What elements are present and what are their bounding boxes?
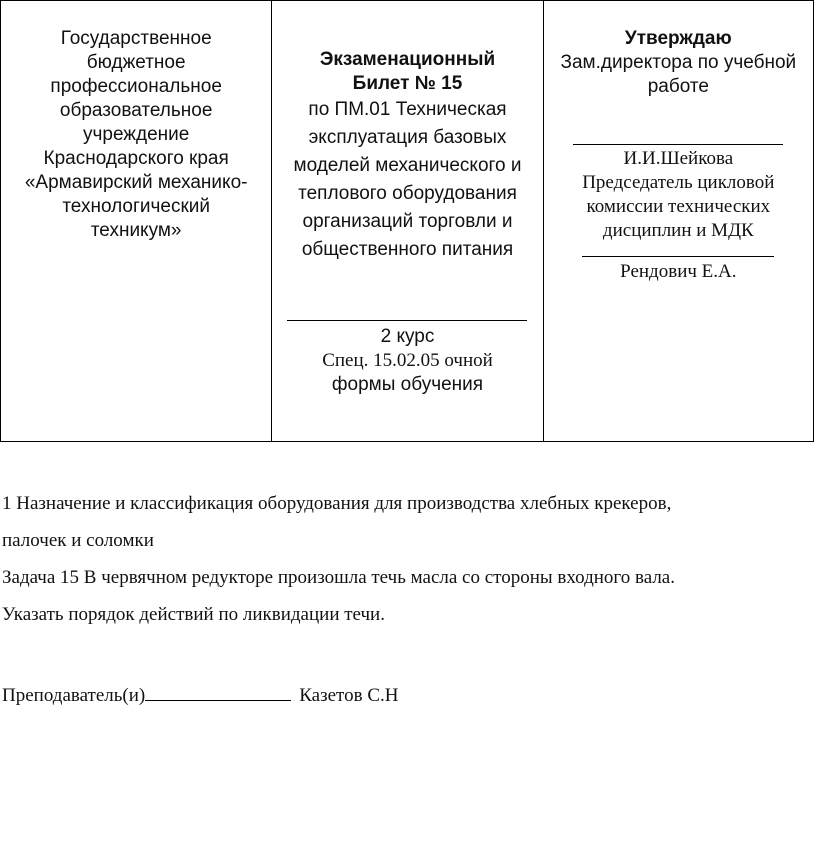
- approval-cell: [544, 1, 813, 441]
- ticket-number: Билет № 15: [352, 73, 463, 94]
- chair-title-line: комиссии технических: [586, 196, 771, 217]
- task-line: Указать порядок действий по ликвидации течи.: [2, 604, 385, 625]
- institution-line: «Армавирский механико-: [24, 172, 248, 193]
- chair-title-line: дисциплин и МДК: [602, 220, 754, 241]
- institution-line: образовательное: [59, 100, 213, 121]
- institution-cell: [1, 1, 272, 441]
- course-label: 2 курс: [380, 326, 435, 347]
- institution-line: технологический: [62, 196, 211, 217]
- teacher-name: Казетов С.Н: [299, 685, 399, 706]
- teacher-label: Преподаватель(и): [2, 685, 146, 706]
- approver-name: И.И.Шейкова: [623, 148, 734, 169]
- ticket-questions: [2, 490, 812, 638]
- subject-line: моделей механического и: [293, 155, 522, 176]
- approve-heading: Утверждаю: [624, 28, 732, 49]
- institution-line: бюджетное: [86, 52, 186, 73]
- chair-title-line: Председатель цикловой: [582, 172, 775, 193]
- question-line: 1 Назначение и классификация оборудования для производства хлебных крекеров,: [2, 493, 672, 514]
- teacher-signature-row: [2, 681, 398, 709]
- subject-line: по ПМ.01 Техническая: [308, 99, 507, 120]
- subject-line: организаций торговли и: [302, 211, 513, 232]
- approver-position: работе: [647, 76, 709, 97]
- subject-line: теплового оборудования: [298, 183, 517, 204]
- chair-name: Рендович Е.А.: [620, 261, 737, 282]
- question-line: палочек и соломки: [2, 530, 154, 551]
- subject-line: эксплуатация базовых: [308, 127, 507, 148]
- institution-line: учреждение: [82, 124, 190, 145]
- subject-line: общественного питания: [301, 239, 514, 260]
- institution-line: Краснодарского края: [43, 148, 229, 169]
- approver-position: Зам.директора по учебной: [560, 52, 797, 73]
- institution-line: техникум»: [90, 220, 182, 241]
- ticket-title-cell: [272, 1, 543, 441]
- speciality-line: формы обучения: [331, 374, 484, 395]
- ticket-subject: [272, 96, 542, 264]
- institution-line: Государственное: [60, 28, 212, 49]
- speciality-line: Спец. 15.02.05 очной: [322, 350, 493, 371]
- teacher-signature-line: [145, 681, 291, 701]
- institution-line: профессиональное: [50, 76, 222, 97]
- task-line: Задача 15 В червячном редукторе произошла течь масла со стороны входного вала.: [2, 567, 675, 588]
- ticket-title: Экзаменационный: [319, 49, 496, 70]
